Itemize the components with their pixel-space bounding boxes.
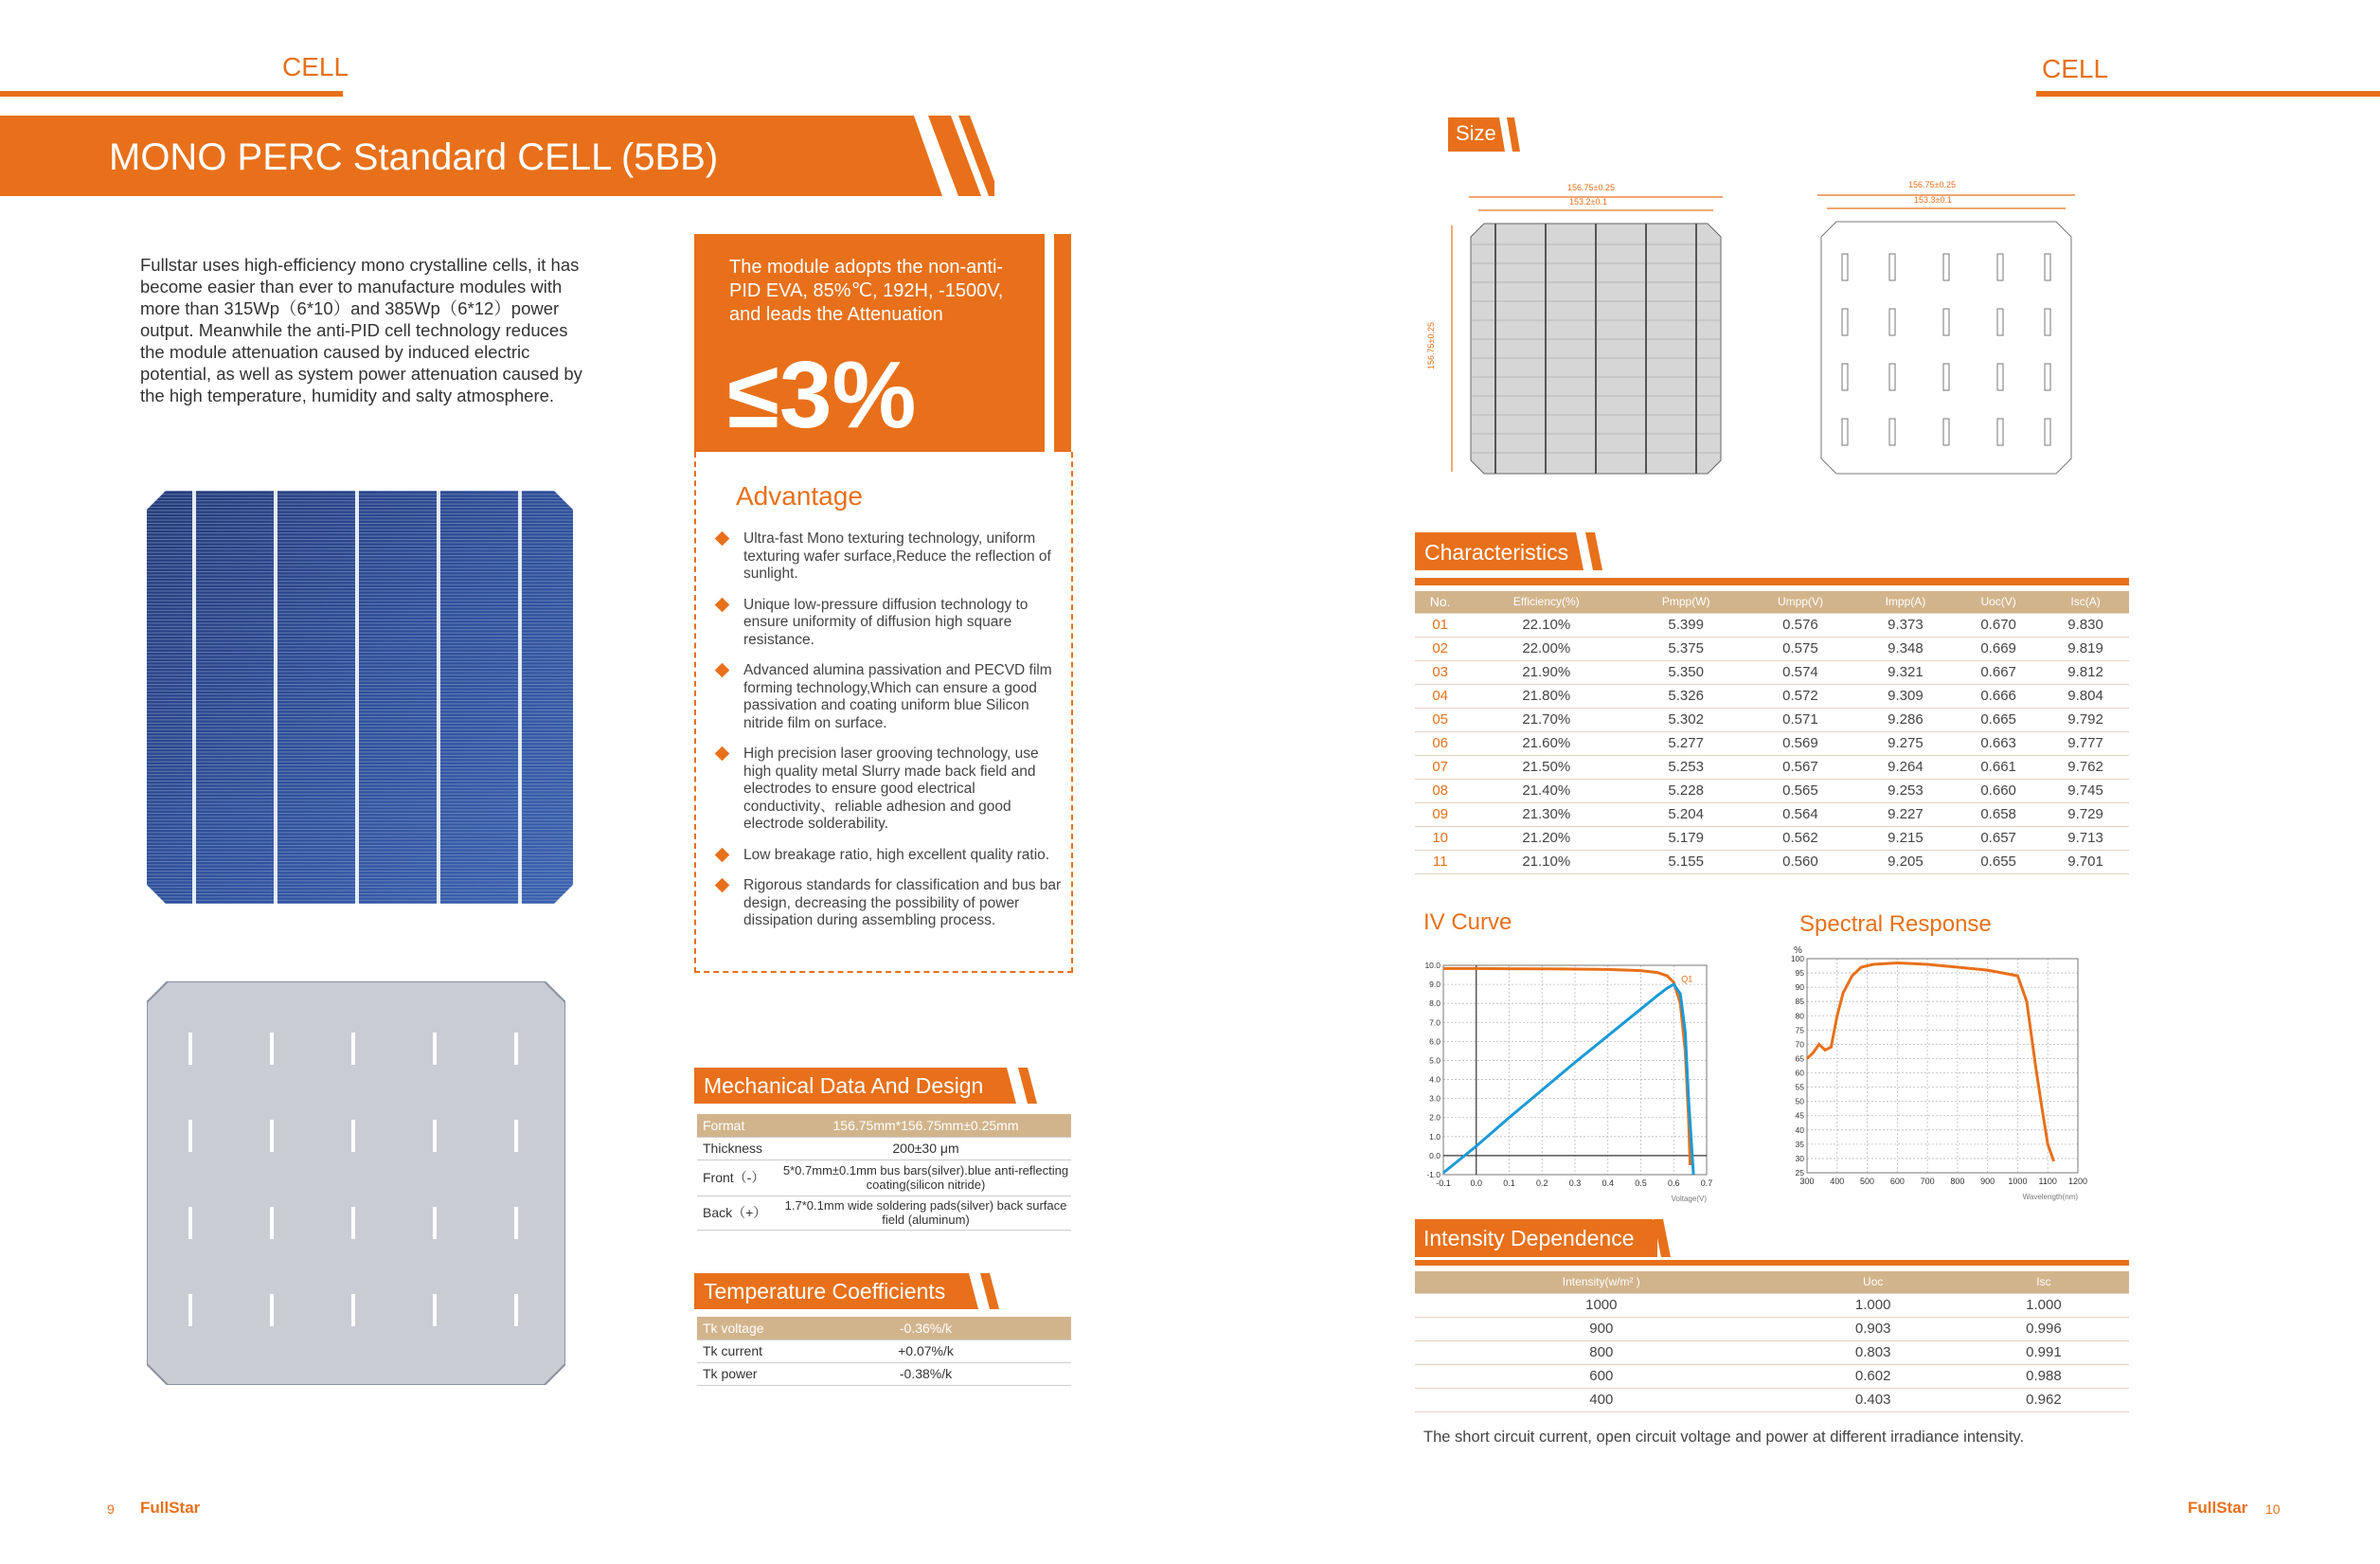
table-row: 09 21.30% 5.204 0.564 9.227 0.658 9.729 [1415,802,2129,826]
diamond-icon [715,878,730,893]
x-tick-label: 900 [1980,1177,1995,1186]
y-tick-label: 95 [1795,968,1804,979]
diamond-icon [715,847,730,862]
plot-frame [1807,959,2078,1173]
x-tick-label: 500 [1860,1177,1875,1186]
table-row: Back（+） 1.7*0.1mm wide soldering pads(silver) back surface field (aluminum) [697,1195,1071,1230]
table-row: 08 21.40% 5.228 0.565 9.253 0.660 9.745 [1415,779,2129,802]
table-row: Front（-） 5*0.7mm±0.1mm bus bars(silver).blue anti-reflecting coating(silicon nitride) [697,1160,1071,1195]
y-tick-label: 6.0 [1429,1036,1441,1047]
characteristics-bar [1415,578,2129,585]
table-row: Format 156.75mm*156.75mm±0.25mm [697,1114,1071,1137]
spectral-response-title: Spectral Response [1799,911,1992,937]
x-tick-label: 0.4 [1602,1178,1615,1188]
intensity-footnote: The short circuit current, open circuit voltage and power at different irradiance intensity. [1423,1429,2025,1446]
table-row: 900 0.903 0.996 [1415,1317,2129,1340]
y-tick-label: 70 [1795,1039,1804,1050]
table-row: 06 21.60% 5.277 0.569 9.275 0.663 9.777 [1415,731,2129,755]
list-item: Unique low-pressure diffusion technology to ensure uniformity of diffusion high square resistance. [694,597,1068,650]
y-tick-label: 50 [1795,1096,1804,1106]
front-side-dim: 156.75±0.25 [1425,322,1436,369]
table-row: 1000 1.000 1.000 [1415,1293,2129,1317]
y-tick-label: 25 [1795,1168,1804,1177]
right-brand-logo: FullStar [2188,1499,2248,1517]
mechanical-table [697,1114,1071,1231]
x-tick-label: 1000 [2008,1177,2028,1186]
intro-paragraph: Fullstar uses high-efficiency mono crystalline cells, it has become easier than ever to manufacture modules with more than 315Wp（6*10）and 385Wp（6*12）power output. Meanwhile the anti-PID cell technology reduces the module attenuation caused by induced electric potential, as well as system power attenuation caused by the high temperature, humidity and salty atmosphere. [140,255,582,405]
x-tick-label: 700 [1920,1177,1935,1186]
x-tick-label: 300 [1799,1177,1815,1186]
y-tick-label: 0.0 [1429,1150,1441,1160]
iv-curve-title: IV Curve [1423,909,1512,935]
front-inner-dim: 153.2±0.1 [1569,197,1607,207]
advantage-list [694,530,1068,944]
right-header: CELL [2042,54,2109,83]
x-tick-label: 1200 [2067,1177,2088,1186]
x-tick-label: 0.2 [1535,1178,1548,1188]
x-tick-label: 0.1 [1503,1178,1515,1188]
table-row: 07 21.50% 5.253 0.567 9.264 0.661 9.762 [1415,755,2129,779]
mono-cell-front-image [147,491,573,904]
x-axis-label: Voltage(V) [1671,1195,1707,1203]
x-tick-label: -0.1 [1436,1178,1451,1188]
table-row: Tk voltage -0.36%/k [697,1317,1071,1339]
temp-table [697,1317,1071,1386]
left-brand-logo: FullStar [140,1499,201,1517]
table-row: 04 21.80% 5.326 0.572 9.309 0.666 9.804 [1415,684,2129,708]
back-dimension-drawing [1795,178,2098,491]
iv-curve-chart [1417,952,1729,1213]
y-tick-label: 55 [1795,1082,1804,1092]
diamond-icon [715,663,730,678]
list-item: Advanced alumina passivation and PECVD film forming technology,Which can ensure a good passivation and coating uniform blue Silicon nitride film on surface. [694,662,1068,732]
table-row: Tk power -0.38%/k [697,1362,1071,1385]
list-item: Low breakage ratio, high excellent quality ratio. [694,847,1068,865]
table-header-row: Intensity(w/m² ) Uoc Isc [1415,1271,2129,1293]
highlight-value: ≤3% [727,342,917,448]
y-axis-label: % [1794,945,1802,956]
series-label: Q1 [1681,974,1693,984]
table-row: 05 21.70% 5.302 0.571 9.286 0.665 9.792 [1415,708,2129,731]
y-tick-label: 45 [1795,1110,1804,1121]
mechanical-title: Mechanical Data And Design [704,1073,984,1098]
x-tick-label: 400 [1830,1177,1845,1186]
y-tick-label: 4.0 [1429,1074,1441,1085]
x-tick-label: 600 [1889,1177,1905,1186]
left-header: CELL [282,52,349,81]
advantage-title: Advantage [736,481,863,511]
y-tick-label: 85 [1795,997,1804,1007]
y-tick-label: 100 [1790,954,1804,963]
intensity-title: Intensity Dependence [1423,1226,1635,1250]
right-header-line [2036,91,2380,97]
x-tick-label: 0.5 [1635,1178,1647,1188]
y-tick-label: 75 [1795,1025,1804,1035]
y-tick-label: 40 [1795,1124,1804,1135]
back-inner-dim: 153.3±0.1 [1914,195,1952,205]
front-dimension-drawing [1435,178,1738,491]
left-header-line [0,91,343,97]
right-page-number: 10 [2265,1501,2281,1517]
table-row: Tk current +0.07%/k [697,1339,1071,1362]
y-tick-label: 65 [1795,1053,1804,1064]
y-tick-label: 30 [1795,1153,1804,1163]
spectral-response-chart [1781,940,2103,1214]
table-row: 03 21.90% 5.350 0.574 9.321 0.667 9.812 [1415,660,2129,684]
page-title: MONO PERC Standard CELL (5BB) [109,136,719,178]
y-tick-label: 2.0 [1429,1112,1441,1123]
characteristics-table [1415,591,2129,874]
y-tick-label: 5.0 [1429,1055,1441,1066]
list-item: High precision laser grooving technology, use high quality metal Slurry made back field and electrodes to ensure good electrical conductivity、reliable adhesion and good electrode solderability. [694,746,1068,834]
left-page-number: 9 [107,1501,115,1517]
highlight-stripe [1054,234,1071,452]
table-header-row: No. Efficiency(%) Pmpp(W) Umpp(V) Impp(A) Uoc(V) Isc(A) [1415,591,2129,613]
y-tick-label: 3.0 [1429,1093,1441,1104]
y-tick-label: 90 [1795,982,1804,993]
intensity-table [1415,1271,2129,1412]
mono-cell-back-image [147,981,565,1385]
y-tick-label: 35 [1795,1139,1804,1149]
y-tick-label: 60 [1795,1068,1804,1078]
table-row: 600 0.602 0.988 [1415,1364,2129,1388]
characteristics-title: Characteristics [1424,540,1569,565]
back-outer-dim: 156.75±0.25 [1908,180,1956,189]
diamond-icon [715,531,730,547]
list-item: Ultra-fast Mono texturing technology, uniform texturing wafer surface,Reduce the reflection of sunlight. [694,530,1068,584]
list-item: Rigorous standards for classification and bus bar design, decreasing the possibility of power dissipation during assembling process. [694,877,1068,930]
y-tick-label: 8.0 [1429,998,1441,1009]
x-tick-label: 0.7 [1700,1178,1713,1188]
x-tick-label: 0.0 [1470,1178,1483,1188]
diamond-icon [715,597,730,612]
table-row: 400 0.403 0.962 [1415,1388,2129,1411]
x-axis-label: Wavelength(nm) [2022,1193,2078,1201]
y-tick-label: -1.0 [1426,1170,1441,1179]
y-tick-label: 1.0 [1429,1131,1441,1142]
y-tick-label: 9.0 [1429,980,1441,990]
table-row: 800 0.803 0.991 [1415,1340,2129,1364]
table-row: 02 22.00% 5.375 0.575 9.348 0.669 9.819 [1415,637,2129,660]
y-tick-label: 80 [1795,1011,1804,1021]
intensity-bar [1415,1260,2129,1266]
table-row: 10 21.20% 5.179 0.562 9.215 0.657 9.713 [1415,826,2129,850]
table-row: 01 22.10% 5.399 0.576 9.373 0.670 9.830 [1415,613,2129,637]
x-tick-label: 800 [1950,1177,1965,1186]
front-outer-dim: 156.75±0.25 [1567,183,1615,192]
highlight-text: The module adopts the non-anti-PID EVA, 85%℃, 192H, -1500V, and leads the Attenuation [729,257,1004,325]
size-title: Size [1456,121,1496,145]
table-row: Thickness 200±30 μm [697,1137,1071,1160]
y-tick-label: 10.0 [1424,961,1441,970]
table-row: 11 21.10% 5.155 0.560 9.205 0.655 9.701 [1415,850,2129,873]
series-line-0 [1807,963,2054,1161]
x-tick-label: 1100 [2038,1177,2057,1186]
temp-title: Temperature Coefficients [704,1279,946,1303]
y-tick-label: 7.0 [1429,1017,1441,1028]
diamond-icon [715,746,730,762]
x-tick-label: 0.3 [1568,1178,1582,1188]
x-tick-label: 0.6 [1667,1178,1680,1188]
